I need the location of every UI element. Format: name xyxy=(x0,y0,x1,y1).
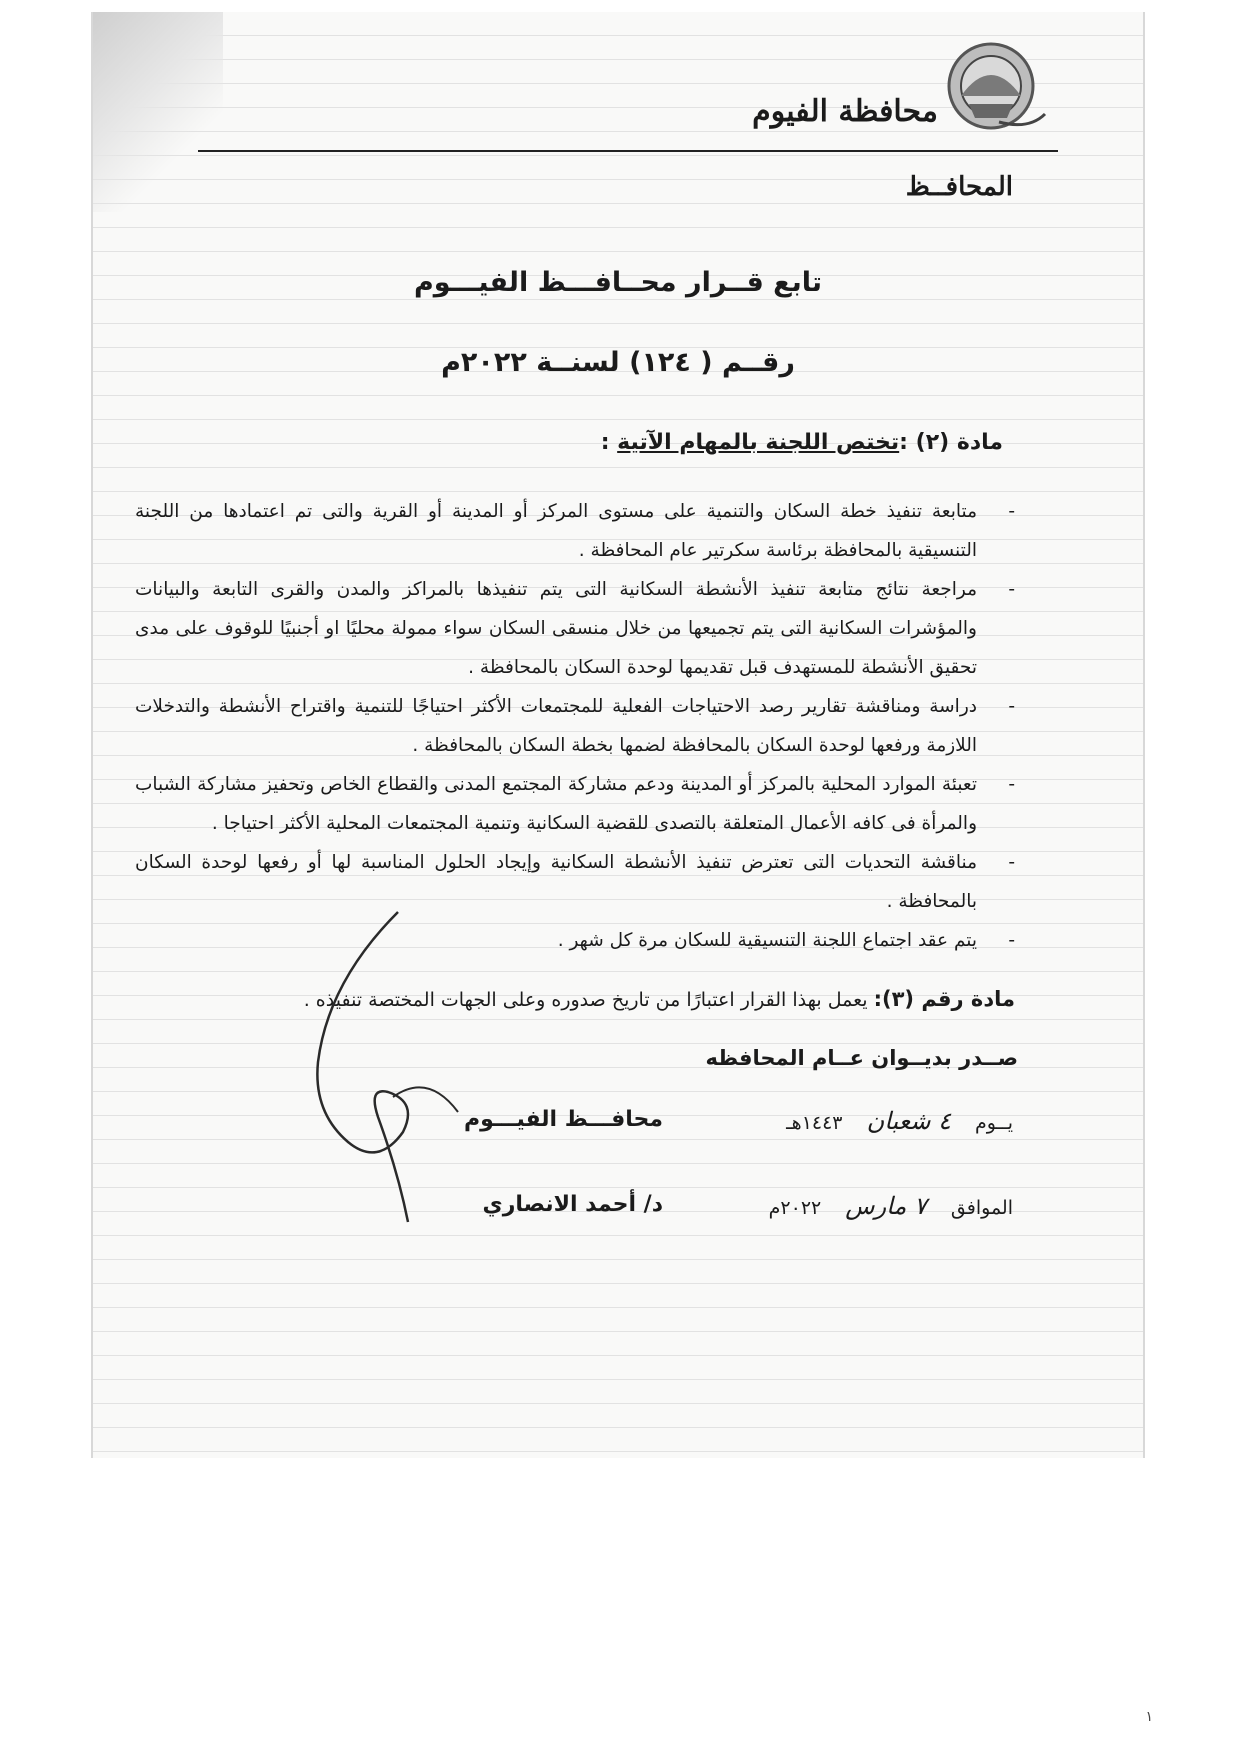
issued-at: صــدر بديــوان عــام المحافظه xyxy=(705,1046,1018,1070)
document-sheet xyxy=(93,12,1143,1458)
signature-icon xyxy=(308,902,538,1232)
list-item: - مناقشة التحديات التى تعترض تنفيذ الأنشطة السكانية وإيجاد الحلول المناسبة لها أو رفعها لوحدة السكان بالمحافظة . xyxy=(135,852,1015,912)
article-3 xyxy=(135,987,1015,1011)
decree-title: تابع قــرار محــافـــظ الفيـــوم xyxy=(413,267,823,298)
article-3-label: مادة رقم (٣): xyxy=(873,987,1015,1011)
list-item: - متابعة تنفيذ خطة السكان والتنمية على مستوى المركز أو المدينة أو القرية والتى تم اعتمادها من اللجنة التنسيقية بالمحافظة برئاسة سكرتير عام المحافظة . xyxy=(135,501,1015,561)
header-divider xyxy=(198,150,1058,152)
article-2-heading xyxy=(601,430,1003,455)
date-hijri-handwritten: ٤ شعبان xyxy=(866,1107,951,1135)
date-gregorian-label: الموافق xyxy=(950,1197,1013,1219)
scan-shadow xyxy=(93,12,223,212)
list-item: - دراسة ومناقشة تقارير رصد الاحتياجات الفعلية للمجتمعات الأكثر احتياجًا للتنمية واقتراح الأنشطة والتدخلات اللازمة ورفعها لوحدة السكان بالمحافظة لضمها بخطة السكان بالمحافظة . xyxy=(135,696,1015,756)
signatory-name: د/ أحمد الانصاري xyxy=(482,1192,663,1217)
article-2-list xyxy=(135,492,1015,960)
article-2-colon: : xyxy=(600,430,618,455)
date-gregorian-handwritten: ٧ مارس xyxy=(845,1192,927,1220)
article-3-text: يعمل بهذا القرار اعتبارًا من تاريخ صدوره وعلى الجهات المختصة تنفيذه . xyxy=(303,989,868,1011)
office-name: المحافــظ xyxy=(905,172,1013,202)
signatory-title: محافـــظ الفيـــوم xyxy=(463,1107,663,1132)
decree-number: رقــم ( ١٢٤) لسنــة ٢٠٢٢م xyxy=(441,347,795,378)
list-item: - تعبئة الموارد المحلية بالمركز أو المدينة ودعم مشاركة المجتمع المدنى والقطاع الخاص وتحفيز مشاركة الشباب والمرأة فى كافه الأعمال المتعلقة بالتصدى للقضية السكانية وتنمية المجتمعات المحلية الأكثر احتياجا . xyxy=(135,774,1015,834)
date-gregorian-year: ٢٠٢٢م xyxy=(768,1197,822,1219)
date-hijri-year: ١٤٤٣هـ xyxy=(786,1112,843,1134)
date-hijri-label: يــوم xyxy=(975,1112,1013,1134)
page-mark: ١ xyxy=(1145,1709,1153,1725)
governorate-name: محافظة الفيوم xyxy=(752,94,938,129)
list-item: - يتم عقد اجتماع اللجنة التنسيقية للسكان مرة كل شهر . xyxy=(557,930,1015,951)
governorate-seal-icon xyxy=(939,34,1049,144)
article-2-label: مادة (٢) : xyxy=(899,430,1003,455)
article-2-title: تختص اللجنة بالمهام الآتية xyxy=(617,430,900,455)
list-item: - مراجعة نتائج متابعة تنفيذ الأنشطة السكانية التى يتم تنفيذها بالمراكز والمدن والقرى التابعة والبيانات والمؤشرات السكانية التى يتم تجميعها من خلال منسقى السكان سواء ممولة محليًا او أجنبيًا للوقوف على مدى تحقيق الأنشطة للمستهدف قبل تقديمها لوحدة السكان بالمحافظة . xyxy=(135,579,1015,678)
